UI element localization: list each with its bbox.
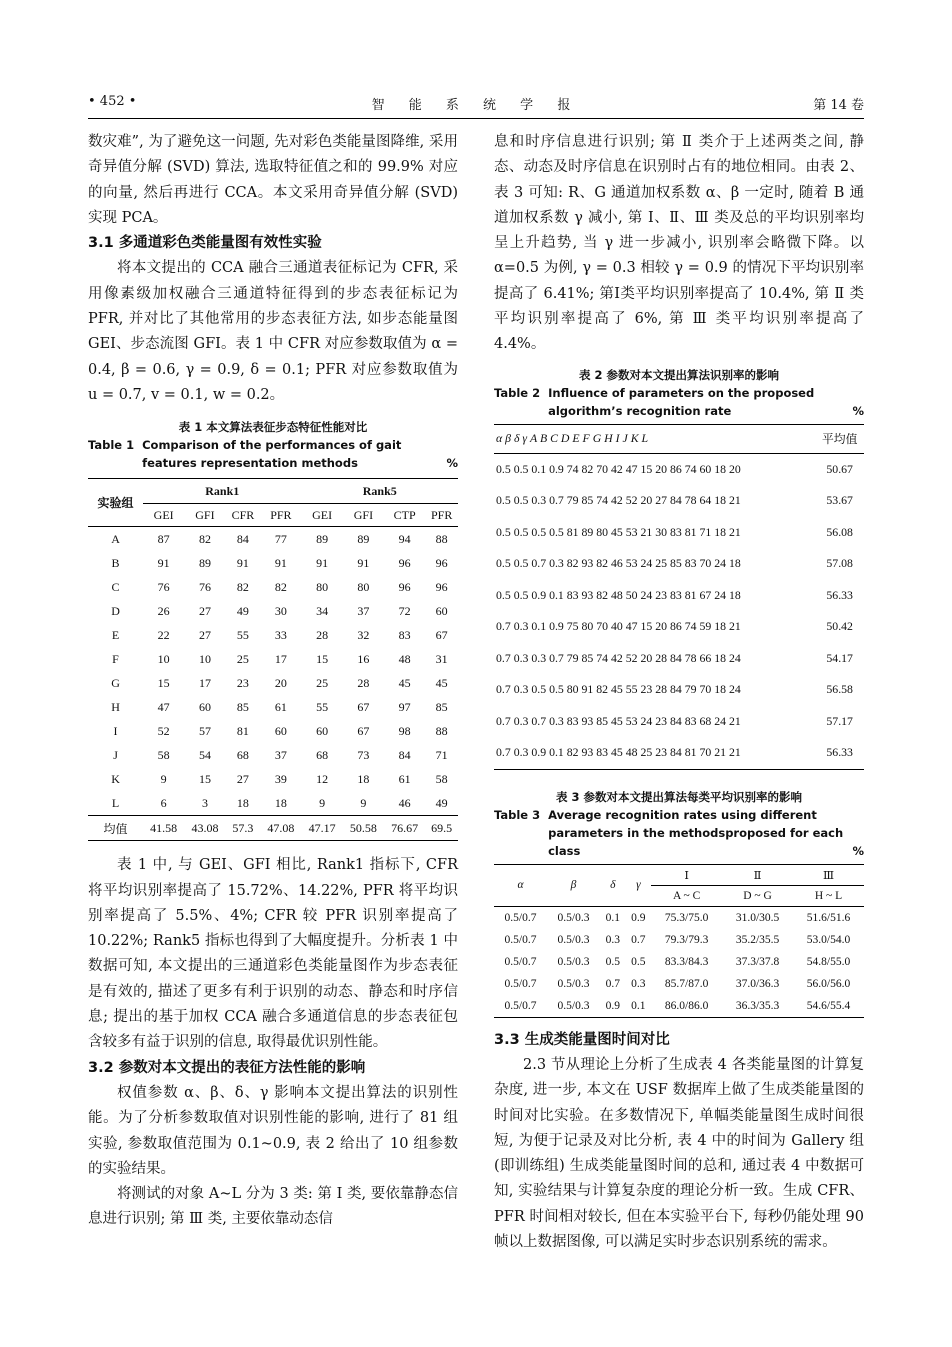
table1-unit: % xyxy=(446,456,458,471)
paragraph-classes: 将测试的对象 A~L 分为 3 类: 第 Ⅰ 类, 要依靠静态信息进行识别; 第 Ⅲ 类, 主要依靠动态信 xyxy=(88,1186,458,1228)
table1-cell: 45 xyxy=(398,675,411,690)
table1-cell: 61 xyxy=(398,771,411,786)
table3-range-2: D ~ G xyxy=(722,885,793,906)
table1-cell: 18 xyxy=(236,795,249,810)
table2-params-cell: 0.5 0.5 0.5 0.5 81 89 80 45 53 21 30 83 81 71 18 21 xyxy=(496,524,741,539)
table1-cell: 71 xyxy=(435,747,448,762)
table1-cell: 84 xyxy=(398,747,411,762)
table-row xyxy=(494,906,864,929)
table1-cell: 96 xyxy=(398,579,411,594)
table-row xyxy=(494,580,864,612)
table1-cell: 54 xyxy=(198,747,211,762)
table2-avg-cell: 56.58 xyxy=(826,682,853,697)
table1-cell: 67 xyxy=(435,627,448,642)
section-3-3-heading: 3.3 生成类能量图时间对比 xyxy=(494,1031,670,1048)
table-row xyxy=(494,453,864,485)
table1-row-label: I xyxy=(113,723,118,738)
table-row xyxy=(88,743,458,767)
table-row xyxy=(494,485,864,517)
table1-cell: 37 xyxy=(274,747,287,762)
table1-row-label: J xyxy=(113,747,118,762)
table2-params-cell: 0.7 0.3 0.1 0.9 75 80 70 40 47 15 20 86 74 59 18 21 xyxy=(496,619,741,634)
table1-row-label: B xyxy=(111,555,120,570)
table3-cell: 0.5/0.7 xyxy=(494,995,547,1018)
table1-cell: 23 xyxy=(236,675,249,690)
table2-params-cell: 0.7 0.3 0.5 0.5 80 91 82 45 55 23 28 84 79 70 18 24 xyxy=(496,682,741,697)
table-row xyxy=(88,695,458,719)
table1-col-header: CTP xyxy=(384,504,425,527)
table1-cell: 26 xyxy=(157,603,170,618)
table1-caption xyxy=(88,418,458,472)
table1-row-label: H xyxy=(111,699,120,714)
table2-label: Table 2 xyxy=(494,385,541,400)
table-row xyxy=(88,647,458,671)
table-row xyxy=(494,674,864,706)
table1-cell: 89 xyxy=(198,555,211,570)
table1-cell: 96 xyxy=(435,555,448,570)
table2-header-params: α β δ γ A B C D E F G H I J K L xyxy=(494,424,814,453)
table1-cell: 72 xyxy=(398,603,411,618)
table1-group-rank1: Rank1 xyxy=(143,479,301,504)
table3-header-gamma: γ xyxy=(626,864,652,906)
table3-cell: 0.1 xyxy=(605,911,620,924)
table1-group-rank5: Rank5 xyxy=(302,479,458,504)
table1-cell: 91 xyxy=(236,555,249,570)
table2-avg-cell: 57.17 xyxy=(826,713,853,728)
table1-cell: 60 xyxy=(316,723,329,738)
table-row xyxy=(494,737,864,769)
table1-mean-cell: 57.3 xyxy=(226,816,261,841)
table1-cell: 28 xyxy=(316,627,329,642)
table3-label: Table 3 xyxy=(494,807,541,822)
page-number: • 452 • xyxy=(88,94,137,109)
table1-cell: 32 xyxy=(357,627,370,642)
table3-cell: 0.9 xyxy=(631,911,646,924)
table3-unit: % xyxy=(852,843,864,858)
table1-cell: 88 xyxy=(435,531,448,546)
table3-cell: 0.5/0.7 xyxy=(504,955,537,968)
table1-cell: 25 xyxy=(316,675,329,690)
table1-col-header: PFR xyxy=(260,504,301,527)
table3-caption-en: Average recognition rates using different parameters in the methodsproposed for each class xyxy=(548,807,844,858)
table1-mean-cell: 47.08 xyxy=(260,816,301,841)
table1-cell: 91 xyxy=(316,555,329,570)
table2-params-cell: 0.5 0.5 0.9 0.1 83 93 82 48 50 24 23 83 81 67 24 18 xyxy=(496,587,741,602)
table2-unit: % xyxy=(852,403,864,418)
table1-mean-cell: 50.58 xyxy=(343,816,384,841)
table1-caption-en: Comparison of the performances of gait features representation methods xyxy=(142,438,402,471)
table1-col-header: PFR xyxy=(425,504,458,527)
table3-class-1: Ⅰ xyxy=(651,864,722,885)
table-row xyxy=(88,551,458,575)
journal-name: 智 能 系 统 学 报 xyxy=(371,98,581,113)
table1-mean-row xyxy=(88,816,458,841)
table1-caption-cn: 表 1 本文算法表征步态特征性能对比 xyxy=(178,420,368,435)
table1-cell: 17 xyxy=(274,651,287,666)
table1-cell: 34 xyxy=(316,603,329,618)
table1-cell: 3 xyxy=(201,795,208,810)
table1-col-header: CFR xyxy=(226,504,261,527)
table3-cell: 0.5/0.7 xyxy=(504,933,537,946)
table2-header-avg: 平均值 xyxy=(814,424,864,453)
table3-cell: 0.5/0.3 xyxy=(557,911,590,924)
table3-cell: 37.0/36.3 xyxy=(735,977,780,990)
table3-cell: 35.2/35.5 xyxy=(735,933,780,946)
table3-cell: 79.3/79.3 xyxy=(664,933,709,946)
table1-cell: 60 xyxy=(435,603,448,618)
table1-cell: 15 xyxy=(157,675,170,690)
volume-label: 第 14 卷 xyxy=(813,98,864,113)
table1-row-label: D xyxy=(111,603,120,618)
table2-params-cell: 0.7 0.3 0.3 0.7 79 85 74 42 52 20 28 84 78 66 18 24 xyxy=(496,650,741,665)
table1-cell: 98 xyxy=(398,723,411,738)
table-row xyxy=(88,671,458,695)
table1-mean-cell: 69.5 xyxy=(425,816,458,841)
table1-cell: 76 xyxy=(198,579,211,594)
table1-cell: 27 xyxy=(236,771,249,786)
table3-cell: 0.5/0.3 xyxy=(547,995,600,1018)
table1-cell: 30 xyxy=(274,603,287,618)
table1-mean-cell: 47.17 xyxy=(302,816,343,841)
running-header xyxy=(88,92,864,119)
table3-cell: 0.5/0.7 xyxy=(504,977,537,990)
table1-cell: 68 xyxy=(236,747,249,762)
table1-rowhead: 实验组 xyxy=(88,479,143,527)
table3-header-delta: δ xyxy=(600,864,626,906)
table1-cell: 82 xyxy=(198,531,211,546)
table2-avg-cell: 54.17 xyxy=(826,650,853,665)
table3-cell: 0.5/0.7 xyxy=(504,911,537,924)
section-3-1-heading: 3.1 多通道彩色类能量图有效性实验 xyxy=(88,235,322,252)
table3-cell: 37.3/37.8 xyxy=(735,955,780,968)
table1-cell: 48 xyxy=(398,651,411,666)
table2-avg-cell: 56.33 xyxy=(826,587,853,602)
table1-cell: 96 xyxy=(435,579,448,594)
table3-cell: 51.6/51.6 xyxy=(806,911,851,924)
table1-cell: 55 xyxy=(316,699,329,714)
table3-range-3: H ~ L xyxy=(793,885,864,906)
table2-avg-cell: 50.67 xyxy=(826,461,853,476)
paragraph-parameters: 权值参数 α、β、δ、γ 影响本文提出算法的识别性能。为了分析参数取值对识别性能的影响, 进行了 81 组实验, 参数取值范围为 0.1~0.9, 表 2 给出了 10 组参数的实验结果。 xyxy=(88,1084,458,1177)
table2-avg-cell: 56.33 xyxy=(814,737,864,769)
table1-cell: 47 xyxy=(157,699,170,714)
table1-cell: 9 xyxy=(319,795,326,810)
table2-params-cell: 0.5 0.5 0.3 0.7 79 85 74 42 52 20 27 84 78 64 18 21 xyxy=(496,493,741,508)
table1-cell: 15 xyxy=(316,651,329,666)
table-row xyxy=(494,611,864,643)
table-row xyxy=(494,973,864,995)
table1-cell: 6 xyxy=(160,795,167,810)
table3-cell: 0.5 xyxy=(605,955,620,968)
table1-cell: 60 xyxy=(274,723,287,738)
table1-cell: 91 xyxy=(157,555,170,570)
table3-cell: 0.9 xyxy=(600,995,626,1018)
table1-cell: 9 xyxy=(360,795,367,810)
table-row xyxy=(494,517,864,549)
table1-cell: 9 xyxy=(160,771,167,786)
table1-cell: 67 xyxy=(357,723,370,738)
table1-cell: 25 xyxy=(236,651,249,666)
table3-cell: 31.0/30.5 xyxy=(735,911,780,924)
table1-cell: 83 xyxy=(398,627,411,642)
table1-cell: 39 xyxy=(274,771,287,786)
table1-cell: 68 xyxy=(316,747,329,762)
table1-cell: 85 xyxy=(435,699,448,714)
table1-row-label: K xyxy=(111,771,120,786)
table3-caption-cn: 表 3 参数对本文提出算法每类平均识别率的影响 xyxy=(555,789,802,804)
table3-cell: 54.8/55.0 xyxy=(806,955,851,968)
table3-cell: 0.7 xyxy=(605,977,620,990)
table1-cell: 58 xyxy=(157,747,170,762)
table1-cell: 49 xyxy=(435,795,448,810)
table1-cell: 94 xyxy=(398,531,411,546)
table-row xyxy=(88,623,458,647)
table-row xyxy=(494,706,864,738)
table1-mean-cell: 43.08 xyxy=(184,816,225,841)
table3-cell: 83.3/84.3 xyxy=(664,955,709,968)
table1-cell: 84 xyxy=(236,531,249,546)
table1-cell: 45 xyxy=(435,675,448,690)
table1-col-header: GFI xyxy=(184,504,225,527)
table3-class-3: Ⅲ xyxy=(793,864,864,885)
table1-cell: 28 xyxy=(357,675,370,690)
table3-cell: 0.5/0.3 xyxy=(557,933,590,946)
table1-cell: 77 xyxy=(274,531,287,546)
table2-params-cell: 0.5 0.5 0.7 0.3 82 93 82 46 53 24 25 85 83 70 24 18 xyxy=(496,556,741,571)
table1-row-label: E xyxy=(111,627,120,642)
table-row xyxy=(88,719,458,743)
table1-row-label: L xyxy=(111,795,120,810)
table1-cell: 97 xyxy=(398,699,411,714)
table1-row-label: F xyxy=(112,651,119,666)
table1-row-label: A xyxy=(111,531,120,546)
table2-avg-cell: 53.67 xyxy=(826,493,853,508)
table1-cell: 60 xyxy=(198,699,211,714)
table1-cell: 58 xyxy=(435,771,448,786)
table2-avg-cell: 57.08 xyxy=(826,556,853,571)
table2-params-cell: 0.7 0.3 0.9 0.1 82 93 83 45 48 25 23 84 81 70 21 21 xyxy=(494,737,814,769)
table1-cell: 61 xyxy=(274,699,287,714)
table3-header-beta: β xyxy=(547,864,600,906)
section-3-2-heading: 3.2 参数对本文提出的表征方法性能的影响 xyxy=(88,1059,366,1076)
table1-cell: 80 xyxy=(357,579,370,594)
table1-mean-cell: 76.67 xyxy=(384,816,425,841)
table3-cell: 53.0/54.0 xyxy=(806,933,851,946)
table3-cell: 56.0/56.0 xyxy=(806,977,851,990)
table1-cell: 87 xyxy=(157,531,170,546)
table-row xyxy=(494,548,864,580)
table1-cell: 82 xyxy=(236,579,249,594)
table2-params-cell: 0.5 0.5 0.1 0.9 74 82 70 42 47 15 20 86 74 60 18 20 xyxy=(496,461,741,476)
table1-cell: 18 xyxy=(357,771,370,786)
paragraph-class-analysis: 息和时序信息进行识别; 第 Ⅱ 类介于上述两类之间, 静态、动态及时序信息在识别时占有的地位相同。由表 2、表 3 可知: R、G 通道加权系数 α、β 一定时, 随着 B 通道加权系数 γ 减小, 第 Ⅰ、Ⅱ、Ⅲ 类及总的平均识别率均呈上升趋势, 当 γ 进一步减小, 识别率会略微下降。以 α=0.5 为例, γ = 0.3 相较 γ = 0.9 的情况下平均识别率提高了 6.41%; 第Ⅰ类平均识别率提高了 10.4%, 第 Ⅱ 类平均识别率提高了 6%, 第 Ⅲ 类平均识别率提高了 4.4%。 xyxy=(494,134,864,353)
table-row xyxy=(494,951,864,973)
table1-cell: 88 xyxy=(435,723,448,738)
table1-cell: 52 xyxy=(157,723,170,738)
table1-cell: 96 xyxy=(398,555,411,570)
left-column xyxy=(88,130,458,1233)
table3-cell: 75.3/75.0 xyxy=(664,911,709,924)
paragraph-timing: 2.3 节从理论上分析了生成表 4 各类能量图的计算复杂度, 进一步, 本文在 USF 数据库上做了生成类能量图的时间对比实验。在多数情况下, 单幅类能量图生成时间很短, 为便于记录及对比分析, 表 4 中的时间为 Gallery 组 (即训练组) 生成类能量图时间的总和, 通过表 4 中数据可知, 实验结果与计算复杂度的理论分析一致。生成 CFR、PFR 时间相对较长, 但在本实验平台下, 每秒仍能处理 90 帧以上数据图像, 可以满足实时步态识别系统的需求。 xyxy=(494,1056,864,1251)
table1-col-header: GEI xyxy=(143,504,184,527)
table1-cell: 82 xyxy=(274,579,287,594)
table3-cell: 0.3 xyxy=(605,933,620,946)
table1-mean-cell: 均值 xyxy=(88,816,143,841)
table1-cell: 46 xyxy=(398,795,411,810)
table1-label: Table 1 xyxy=(88,438,135,453)
paragraph-cfr-pfr: 将本文提出的 CCA 融合三通道表征标记为 CFR, 采用像素级加权融合三通道特征得到的步态表征标记为 PFR, 并对比了其他常用的步态表征方法, 如步态能量图 GEI、步态流图 GFI。表 1 中 CFR 对应参数取值为 α = 0.4, β = 0.6, γ = 0.9, δ = 0.1; PFR 对应参数取值为 u = 0.7, v = 0.1, w = 0.2。 xyxy=(88,260,458,403)
table1-cell: 81 xyxy=(236,723,249,738)
table1-cell: 49 xyxy=(236,603,249,618)
table1-cell: 55 xyxy=(236,627,249,642)
table1-col-header: GFI xyxy=(343,504,384,527)
table1-cell: 27 xyxy=(198,627,211,642)
table1-cell: 15 xyxy=(198,771,211,786)
table1-cell: 91 xyxy=(357,555,370,570)
table3-cell: 0.3 xyxy=(631,977,646,990)
table-row xyxy=(88,767,458,791)
table2-caption-cn: 表 2 参数对本文提出算法识别率的影响 xyxy=(578,367,779,382)
table1-cell: 27 xyxy=(198,603,211,618)
table1-mean-cell: 41.58 xyxy=(143,816,184,841)
table3-cell: 0.5/0.3 xyxy=(557,955,590,968)
table2-caption-en: Influence of parameters on the proposed algorithm’s recognition rate xyxy=(548,385,815,418)
table3-cell: 0.7 xyxy=(631,933,646,946)
table1-cell: 89 xyxy=(316,531,329,546)
table2-caption xyxy=(494,366,864,420)
table-row xyxy=(88,791,458,816)
table3-header-alpha: α xyxy=(494,864,547,906)
table1-col-header: GEI xyxy=(302,504,343,527)
table3-cell: 86.0/86.0 xyxy=(651,995,722,1018)
table1-cell: 22 xyxy=(157,627,170,642)
table1-cell: 10 xyxy=(157,651,170,666)
table1-cell: 16 xyxy=(357,651,370,666)
table2-avg-cell: 50.42 xyxy=(826,619,853,634)
table1-cell: 76 xyxy=(157,579,170,594)
table3-cell: 0.5 xyxy=(631,955,646,968)
table-row xyxy=(494,643,864,675)
table3-caption xyxy=(494,788,864,860)
table1-row-label: G xyxy=(111,675,120,690)
table3-class-2: Ⅱ xyxy=(722,864,793,885)
table-row xyxy=(88,575,458,599)
right-column xyxy=(494,130,864,1255)
table1-cell: 10 xyxy=(198,651,211,666)
table1 xyxy=(88,478,458,841)
table1-cell: 91 xyxy=(274,555,287,570)
table2 xyxy=(494,424,864,770)
table3-cell: 36.3/35.3 xyxy=(722,995,793,1018)
table1-row-label: C xyxy=(111,579,120,594)
table-row xyxy=(494,995,864,1018)
table1-cell: 17 xyxy=(198,675,211,690)
table-row xyxy=(88,527,458,552)
table1-cell: 85 xyxy=(236,699,249,714)
table1-cell: 31 xyxy=(435,651,448,666)
table1-cell: 37 xyxy=(357,603,370,618)
table-row xyxy=(88,599,458,623)
table3-range-1: A ~ C xyxy=(651,885,722,906)
paragraph-table1-analysis: 表 1 中, 与 GEI、GFI 相比, Rank1 指标下, CFR 将平均识别率提高了 15.72%、14.22%, PFR 将平均识别率提高了 5.5%、4%; CFR 较 PFR 识别率提高了 10.22%; Rank5 指标也得到了大幅度提升。分析表 1 中数据可知, 本文提出的三通道彩色类能量图作为步态表征是有效的, 描述了更多有利于识别的动态、静态和时序信息; 提出的基于加权 CCA 融合多通道信息的步态表征包含较多有益于识别的信息, 取得最优识别性能。 xyxy=(88,857,458,1051)
table1-cell: 18 xyxy=(274,795,287,810)
table1-cell: 12 xyxy=(316,771,329,786)
table1-cell: 67 xyxy=(357,699,370,714)
table3 xyxy=(494,864,864,1018)
table1-cell: 33 xyxy=(274,627,287,642)
table1-cell: 73 xyxy=(357,747,370,762)
table2-avg-cell: 56.08 xyxy=(826,524,853,539)
paragraph-svd: 数灾难”, 为了避免这一问题, 先对彩色类能量图降维, 采用奇异值分解 (SVD) 算法, 选取特征值之和的 99.9% 对应的向量, 然后再进行 CCA。本文采用奇异值分解 (SVD) 实现 PCA。 xyxy=(88,134,458,226)
table3-cell: 85.7/87.0 xyxy=(664,977,709,990)
table1-cell: 80 xyxy=(316,579,329,594)
table3-cell: 54.6/55.4 xyxy=(793,995,864,1018)
table2-params-cell: 0.7 0.3 0.7 0.3 83 93 85 45 53 24 23 84 83 68 24 21 xyxy=(496,713,741,728)
table3-cell: 0.5/0.3 xyxy=(557,977,590,990)
table3-cell: 0.1 xyxy=(626,995,652,1018)
table1-cell: 89 xyxy=(357,531,370,546)
table1-cell: 20 xyxy=(274,675,287,690)
table-row xyxy=(494,929,864,951)
table1-cell: 57 xyxy=(198,723,211,738)
